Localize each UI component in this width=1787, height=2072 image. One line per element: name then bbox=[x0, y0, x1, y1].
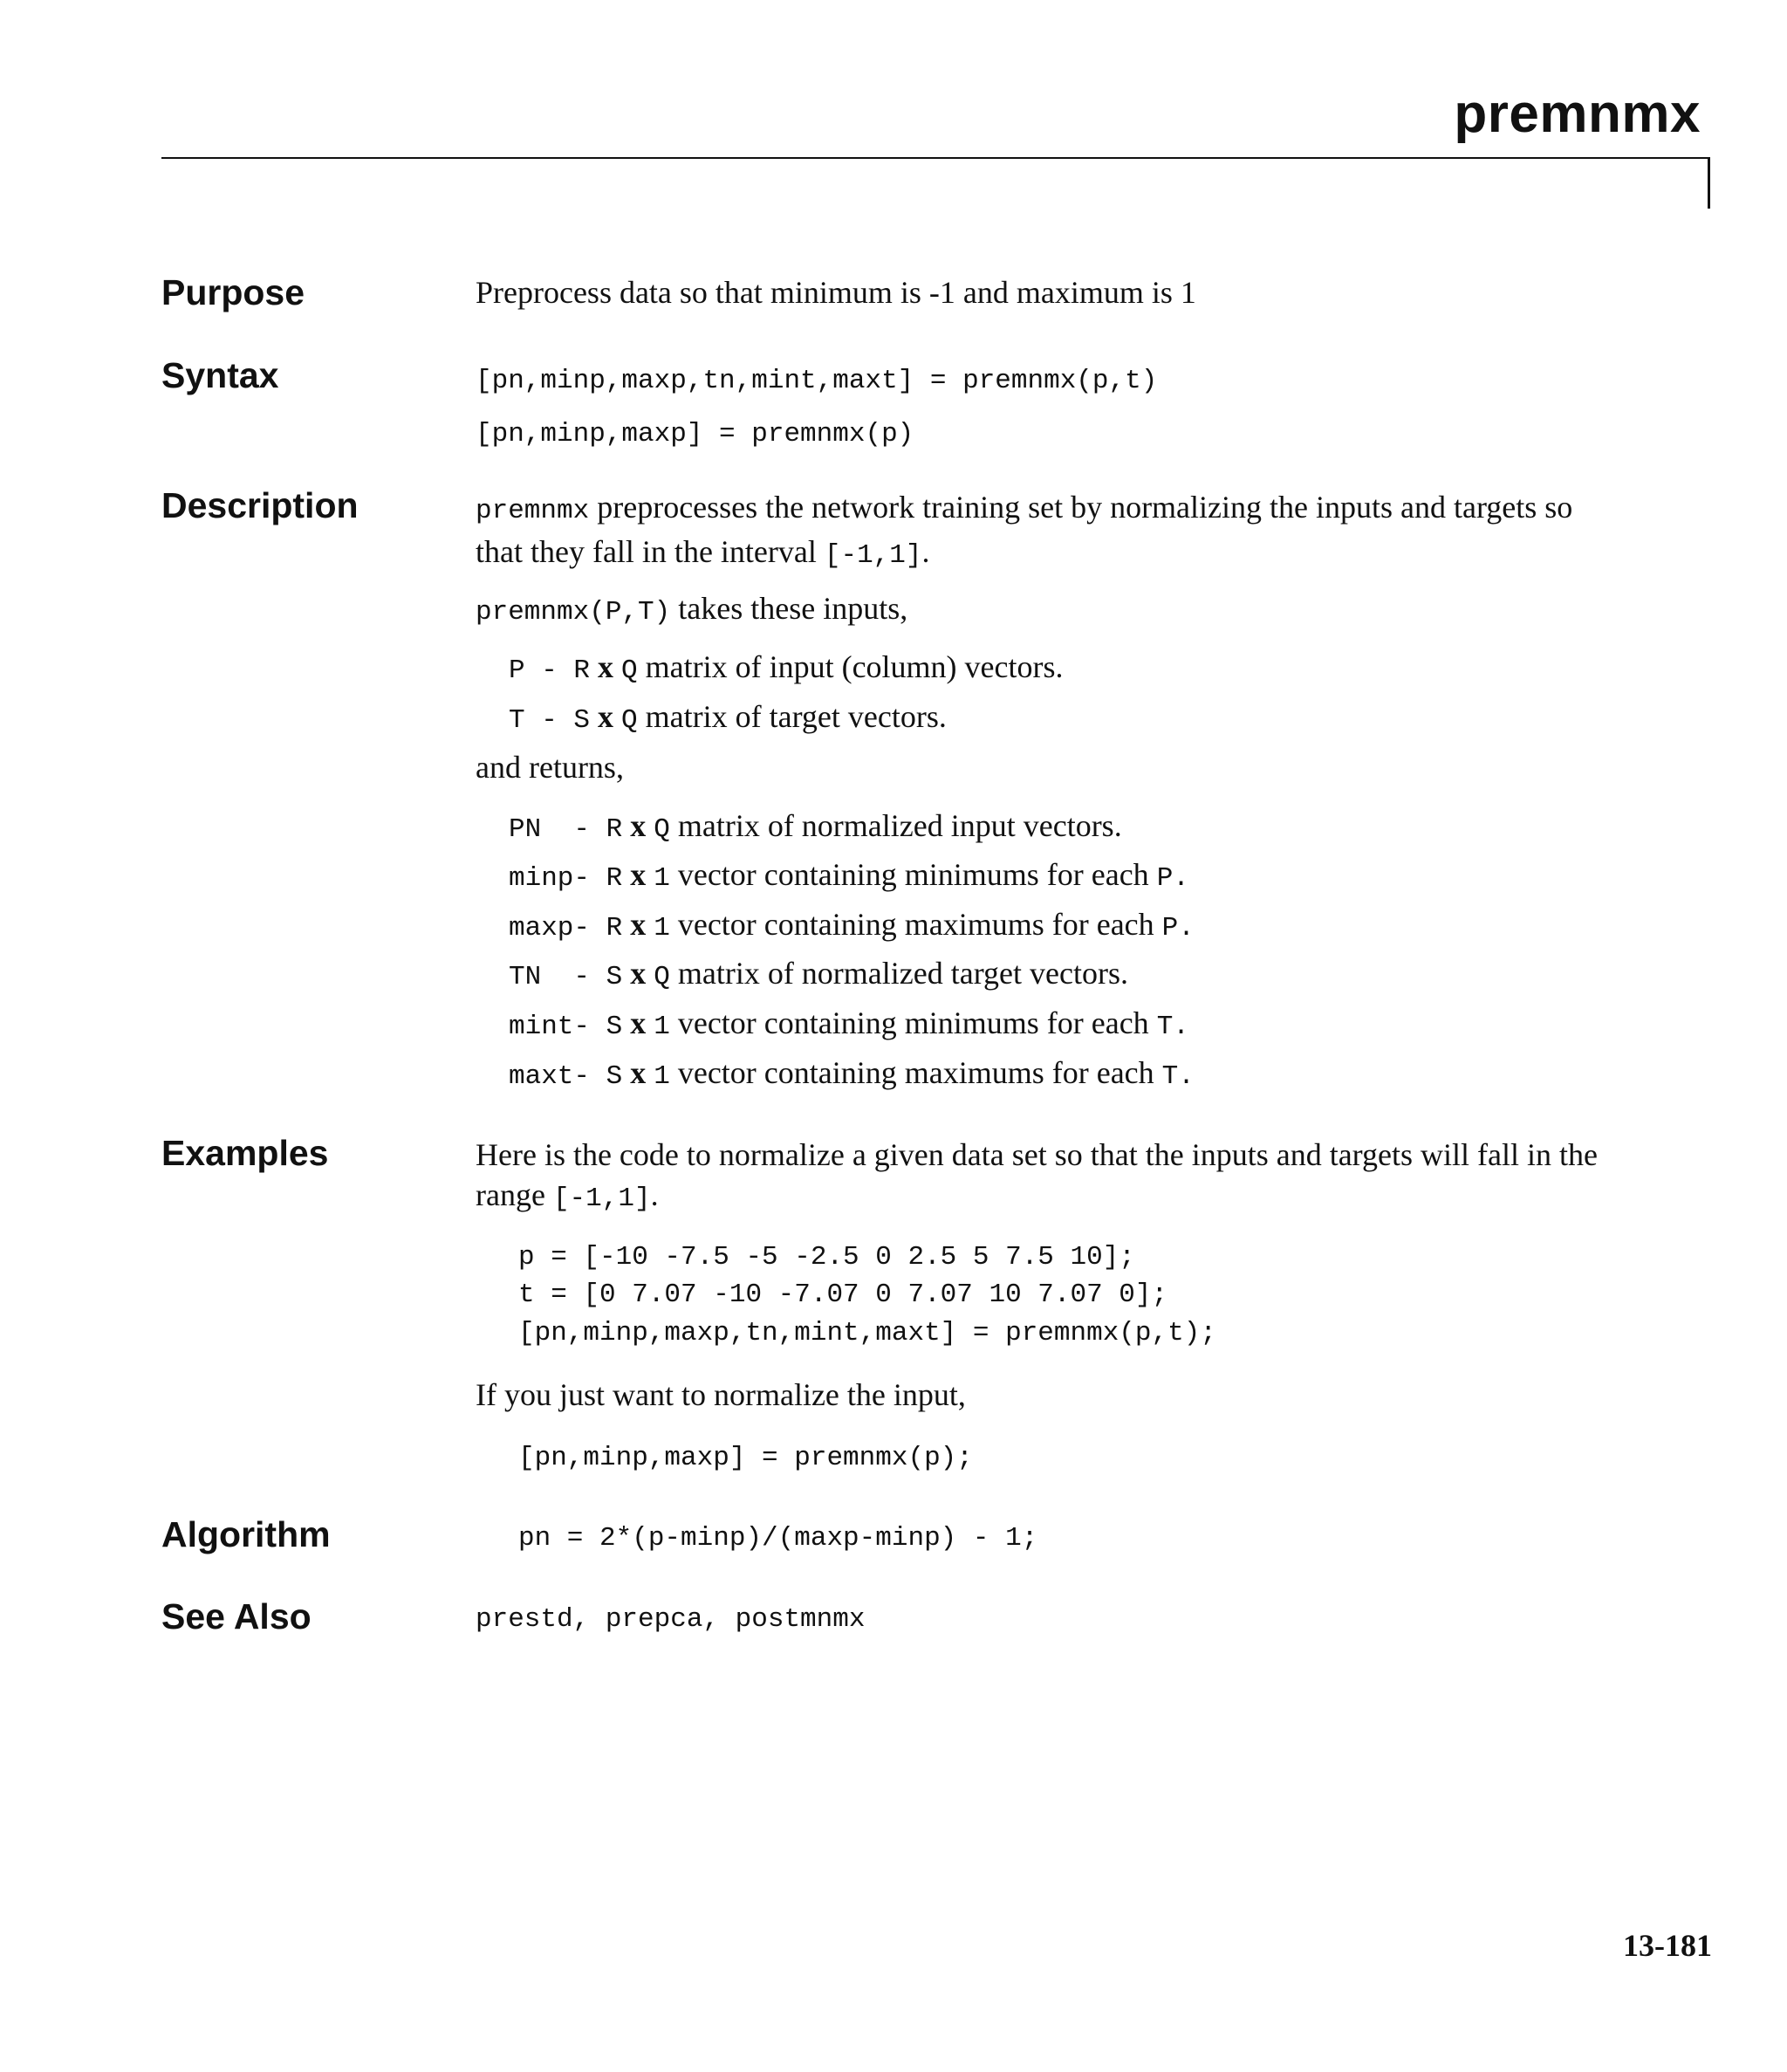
returns-text: and returns, bbox=[476, 750, 624, 785]
input-only-code: [pn,minp,maxp] = premnmx(p); bbox=[518, 1443, 973, 1473]
output-param-row: maxp- R x 1 vector containing maximums for each P. bbox=[509, 907, 1195, 943]
description-label: Description bbox=[161, 485, 359, 525]
output-param-row: PN - R x Q matrix of normalized input vectors. bbox=[509, 808, 1122, 845]
see-also-list: prestd, prepca, postmnmx bbox=[476, 1604, 866, 1635]
interval-code: [-1,1] bbox=[824, 540, 922, 571]
output-param-row: minp- R x 1 vector containing minimums for each P. bbox=[509, 857, 1189, 894]
page-number: 13-181 bbox=[1623, 1928, 1712, 1963]
syntax-line: [pn,minp,maxp] = premnmx(p) bbox=[476, 419, 914, 449]
syntax-line: [pn,minp,maxp,tn,mint,maxt] = premnmx(p,t) bbox=[476, 366, 1158, 396]
see-also-label: See Also bbox=[161, 1596, 312, 1636]
function-name: premnmx bbox=[476, 496, 590, 526]
syntax-label: Syntax bbox=[161, 355, 279, 395]
examples-label: Examples bbox=[161, 1133, 329, 1173]
input-only-text: If you just want to normalize the input, bbox=[476, 1377, 966, 1412]
description-intro: premnmx preprocesses the network training set by normalizing the inputs and targets so that they fall in the interval [-1,1]. bbox=[476, 490, 1573, 571]
input-param-row: T - S x Q matrix of target vectors. bbox=[509, 699, 947, 736]
input-param-row: P - R x Q matrix of input (column) vectors. bbox=[509, 649, 1064, 686]
algorithm-label: Algorithm bbox=[161, 1514, 331, 1554]
output-param-row: TN - S x Q matrix of normalized target vectors. bbox=[509, 956, 1128, 992]
header-rule bbox=[161, 157, 1710, 159]
example-code-line: [pn,minp,maxp,tn,mint,maxt] = premnmx(p,t); bbox=[518, 1318, 1216, 1348]
function-call: premnmx(P,T) bbox=[476, 597, 671, 628]
page-title: premnmx bbox=[1454, 84, 1701, 144]
range-code: [-1,1] bbox=[552, 1184, 651, 1214]
output-param-row: maxt- S x 1 vector containing maximums for each T. bbox=[509, 1055, 1195, 1092]
header-rule-tick bbox=[1708, 157, 1710, 209]
example-code-line: p = [-10 -7.5 -5 -2.5 0 2.5 5 7.5 10]; bbox=[518, 1242, 1135, 1273]
purpose-text: Preprocess data so that minimum is -1 and maximum is 1 bbox=[476, 275, 1196, 310]
output-param-row: mint- S x 1 vector containing minimums for each T. bbox=[509, 1005, 1189, 1042]
purpose-label: Purpose bbox=[161, 272, 305, 312]
examples-intro: Here is the code to normalize a given data set so that the inputs and targets will fall in the range [-1,1]. bbox=[476, 1137, 1598, 1214]
algorithm-code: pn = 2*(p-minp)/(maxp-minp) - 1; bbox=[518, 1523, 1038, 1554]
example-code-line: t = [0 7.07 -10 -7.07 0 7.07 10 7.07 0]; bbox=[518, 1280, 1168, 1310]
description-call: premnmx(P,T) takes these inputs, bbox=[476, 591, 908, 628]
